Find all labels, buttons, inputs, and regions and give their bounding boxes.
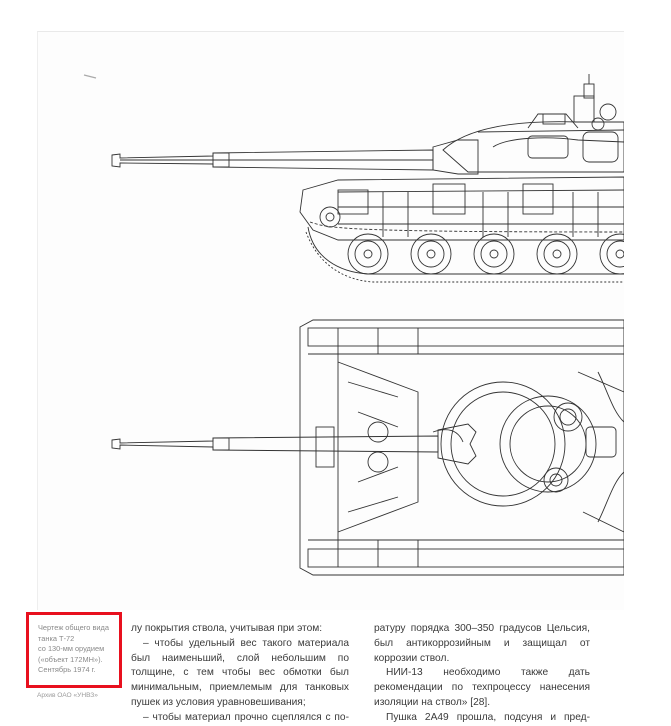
tank-drawing-figure [37, 31, 624, 610]
paragraph: – чтобы материал прочно сцеплялся с по- [143, 711, 349, 723]
caption-line: Чертеж общего вида [38, 623, 109, 632]
figure-caption [26, 612, 122, 688]
paragraph: Пушка 2А49 прошла, подсуня и пред- [386, 711, 590, 723]
archive-credit: Архив ОАО «УНВЗ» [37, 692, 98, 699]
side-view-drawing [112, 74, 624, 282]
caption-line: («объект 172МН»). [38, 654, 103, 664]
tank-technical-drawing [38, 32, 624, 610]
text-column-left [131, 622, 349, 726]
caption-line: танка Т-72 [38, 633, 75, 643]
paragraph: лу покрытия ствола, учитывая при этом: [131, 623, 323, 634]
caption-line: со 130-мм орудием [38, 644, 105, 654]
paragraph: НИИ-13 необходимо также дать рекомендации по техпроцессу нанесения изоляции на ствол» [28]. [374, 667, 590, 708]
paragraph: ратуру порядка 300–350 градусов Цельсия, был антикоррозийным и защищал от коррозии ствол. [374, 623, 590, 664]
paragraph: – чтобы удельный вес такого материала был наименьший, слой небольшим по толщине, с тем чтобы вес обмотки был минимальным, приемлемым для танковых пушек из условия уравновешивания; [131, 637, 349, 708]
text-column-right [374, 622, 590, 726]
caption-line: Сентябрь 1974 г. [38, 665, 96, 675]
top-view-drawing [112, 320, 624, 575]
